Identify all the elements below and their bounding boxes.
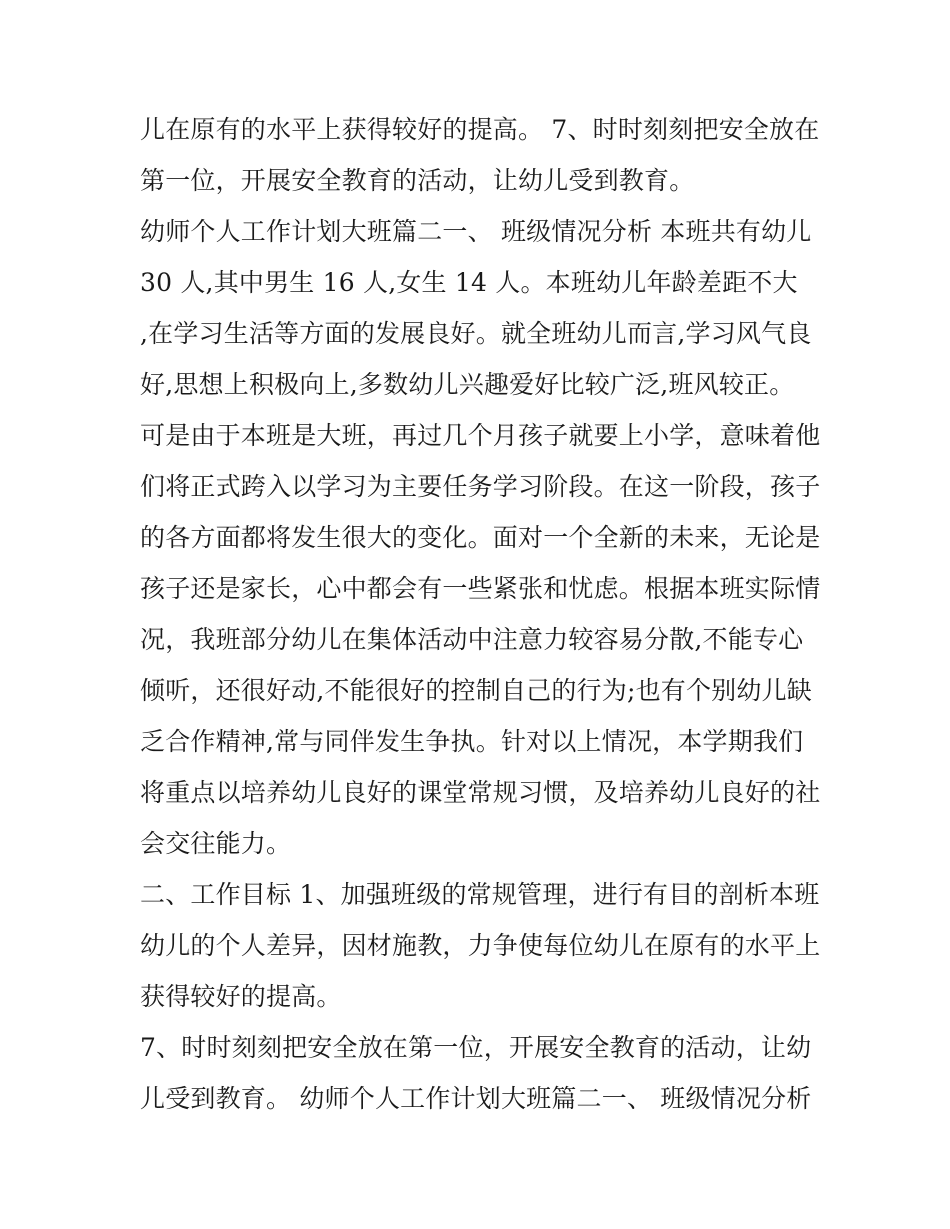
text-line: 们将正式跨入以学习为主要任务学习阶段。在这一阶段，孩子 <box>140 472 821 501</box>
text-line: 倾听，还很好动,不能很好的控制自己的行为;也有个别幼儿缺 <box>140 676 812 705</box>
text-line: 可是由于本班是大班，再过几个月孩子就要上小学，意味着他 <box>140 421 821 450</box>
text-line: 幼儿的个人差异，因材施教，力争使每位幼儿在原有的水平上 <box>140 931 821 960</box>
text-line: 会交往能力。 <box>140 829 292 858</box>
text-line: 儿受到教育。 幼师个人工作计划大班篇二一、 班级情况分析 <box>140 1084 812 1113</box>
text-line: 孩子还是家长，心中都会有一些紧张和忧虑。根据本班实际情 <box>140 574 821 603</box>
text-line: 第一位，开展安全教育的活动，让幼儿受到教育。 <box>140 166 695 195</box>
text-line: 30 人,其中男生 16 人,女生 14 人。本班幼儿年龄差距不大 <box>140 268 798 297</box>
text-line: 幼师个人工作计划大班篇二一、 班级情况分析 本班共有幼儿 <box>140 217 812 246</box>
text-line: 将重点以培养幼儿良好的课堂常规习惯，及培养幼儿良好的社 <box>140 778 821 807</box>
text-line: 好,思想上积极向上,多数幼儿兴趣爱好比较广泛,班风较正。 <box>140 370 795 399</box>
text-line: 况，我班部分幼儿在集体活动中注意力较容易分散,不能专心 <box>140 625 804 654</box>
text-line: ,在学习生活等方面的发展良好。就全班幼儿而言,学习风气良 <box>140 319 812 348</box>
text-line: 获得较好的提高。 <box>140 982 342 1011</box>
text-line: 乏合作精神,常与同伴发生争执。针对以上情况，本学期我们 <box>140 727 804 756</box>
body-text <box>140 104 820 1124</box>
text-line: 儿在原有的水平上获得较好的提高。 7、时时刻刻把安全放在 <box>140 115 820 144</box>
text-line: 7、时时刻刻把安全放在第一位，开展安全教育的活动，让幼 <box>140 1033 812 1062</box>
text-line: 二、工作目标 1、加强班级的常规管理，进行有目的剖析本班 <box>140 880 820 909</box>
text-line: 的各方面都将发生很大的变化。面对一个全新的未来，无论是 <box>140 523 821 552</box>
